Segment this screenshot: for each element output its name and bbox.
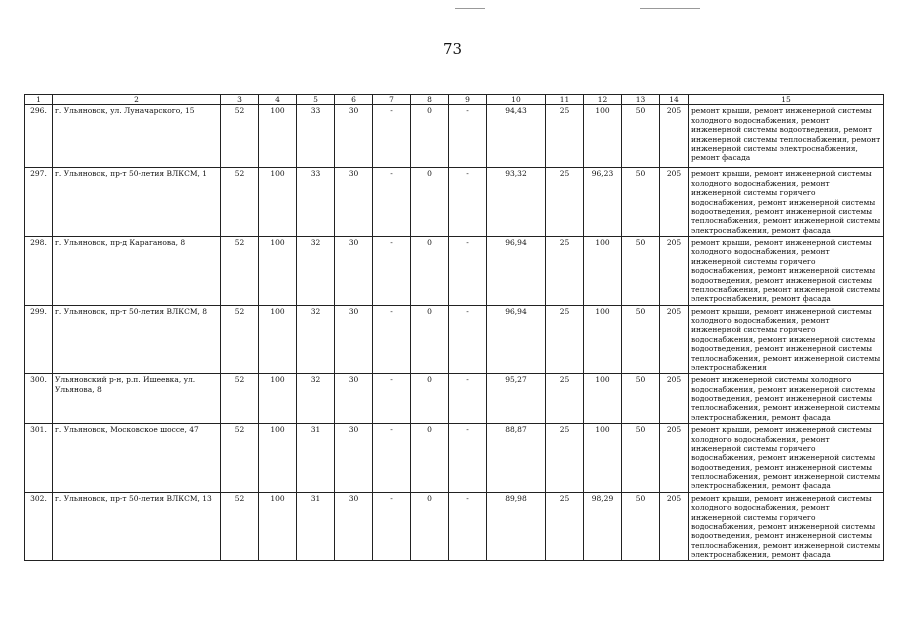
value-col-8: 0: [411, 305, 449, 374]
value-col-9: -: [449, 424, 487, 493]
value-col-5: 33: [297, 168, 335, 237]
value-col-8: 0: [411, 374, 449, 424]
value-col-9: -: [449, 374, 487, 424]
value-col-14: 205: [660, 492, 689, 561]
value-col-10: 94,43: [487, 105, 546, 168]
value-col-6: 30: [335, 168, 373, 237]
value-col-7: -: [373, 237, 411, 306]
value-col-11: 25: [546, 105, 584, 168]
value-col-14: 205: [660, 237, 689, 306]
value-col-13: 50: [622, 168, 660, 237]
value-col-3: 52: [221, 374, 259, 424]
table-row: [25, 374, 884, 424]
table-row: [25, 168, 884, 237]
value-col-10: 89,98: [487, 492, 546, 561]
value-col-8: 0: [411, 237, 449, 306]
column-number: 6: [335, 95, 373, 105]
column-number: 2: [53, 95, 221, 105]
value-col-5: 31: [297, 492, 335, 561]
value-col-7: -: [373, 424, 411, 493]
works-list-cell: ремонт крыши, ремонт инженерной системы холодного водоснабжения, ремонт инженерной системы горячего водоснабжения, ремонт инженерной системы водоотведения, ремонт инженерной системы теплоснабжения, ремонт инженерной системы электроснабжения, ремонт фасада: [689, 492, 884, 561]
address-cell: г. Ульяновск, пр-т 50-летия ВЛКСМ, 13: [53, 492, 221, 561]
value-col-5: 32: [297, 374, 335, 424]
address-cell: г. Ульяновск, Московское шоссе, 47: [53, 424, 221, 493]
value-col-10: 93,32: [487, 168, 546, 237]
value-col-4: 100: [259, 105, 297, 168]
value-col-9: -: [449, 168, 487, 237]
value-col-10: 96,94: [487, 305, 546, 374]
works-list-cell: ремонт крыши, ремонт инженерной системы холодного водоснабжения, ремонт инженерной системы горячего водоснабжения, ремонт инженерной системы водоотведения, ремонт инженерной системы теплоснабжения, ремонт инженерной системы электроснабжения, ремонт фасада: [689, 168, 884, 237]
value-col-7: -: [373, 305, 411, 374]
value-col-8: 0: [411, 105, 449, 168]
value-col-4: 100: [259, 305, 297, 374]
value-col-13: 50: [622, 374, 660, 424]
value-col-11: 25: [546, 237, 584, 306]
value-col-4: 100: [259, 374, 297, 424]
table-row: [25, 424, 884, 493]
works-list-cell: ремонт инженерной системы холодного водоснабжения, ремонт инженерной системы водоотведения, ремонт инженерной системы теплоснабжения, ремонт инженерной системы электроснабжения, ремонт фасада: [689, 374, 884, 424]
value-col-14: 205: [660, 305, 689, 374]
address-cell: Ульяновский р-н, р.п. Ишеевка, ул. Ульянова, 8: [53, 374, 221, 424]
value-col-12: 100: [584, 237, 622, 306]
value-col-14: 205: [660, 374, 689, 424]
value-col-4: 100: [259, 168, 297, 237]
value-col-14: 205: [660, 105, 689, 168]
value-col-12: 100: [584, 424, 622, 493]
value-col-7: -: [373, 492, 411, 561]
works-list-cell: ремонт крыши, ремонт инженерной системы холодного водоснабжения, ремонт инженерной системы водоотведения, ремонт инженерной системы теплоснабжения, ремонт инженерной системы электроснабжения, ремонт фасада: [689, 105, 884, 168]
capital-repair-table: [24, 94, 884, 561]
value-col-5: 31: [297, 424, 335, 493]
column-number: 1: [25, 95, 53, 105]
row-number: 301.: [25, 424, 53, 493]
column-number: 8: [411, 95, 449, 105]
value-col-10: 88,87: [487, 424, 546, 493]
row-number: 298.: [25, 237, 53, 306]
value-col-13: 50: [622, 492, 660, 561]
value-col-13: 50: [622, 424, 660, 493]
value-col-12: 96,23: [584, 168, 622, 237]
table-row: [25, 105, 884, 168]
value-col-6: 30: [335, 424, 373, 493]
column-number: 15: [689, 95, 884, 105]
value-col-6: 30: [335, 105, 373, 168]
value-col-7: -: [373, 168, 411, 237]
value-col-5: 32: [297, 237, 335, 306]
value-col-6: 30: [335, 374, 373, 424]
row-number: 302.: [25, 492, 53, 561]
value-col-6: 30: [335, 237, 373, 306]
table-row: [25, 305, 884, 374]
value-col-12: 100: [584, 105, 622, 168]
scan-mark-top-left: [455, 8, 485, 9]
value-col-4: 100: [259, 424, 297, 493]
value-col-8: 0: [411, 168, 449, 237]
value-col-5: 33: [297, 105, 335, 168]
column-number: 5: [297, 95, 335, 105]
value-col-12: 100: [584, 374, 622, 424]
column-number: 14: [660, 95, 689, 105]
value-col-8: 0: [411, 492, 449, 561]
value-col-14: 205: [660, 424, 689, 493]
value-col-12: 100: [584, 305, 622, 374]
value-col-3: 52: [221, 305, 259, 374]
column-number: 10: [487, 95, 546, 105]
value-col-7: -: [373, 374, 411, 424]
value-col-6: 30: [335, 492, 373, 561]
address-cell: г. Ульяновск, пр-т 50-летия ВЛКСМ, 8: [53, 305, 221, 374]
value-col-10: 95,27: [487, 374, 546, 424]
value-col-8: 0: [411, 424, 449, 493]
page-number: 73: [442, 40, 463, 58]
address-cell: г. Ульяновск, пр-д Караганова, 8: [53, 237, 221, 306]
value-col-9: -: [449, 305, 487, 374]
row-number: 299.: [25, 305, 53, 374]
address-cell: г. Ульяновск, ул. Луначарского, 15: [53, 105, 221, 168]
works-list-cell: ремонт крыши, ремонт инженерной системы холодного водоснабжения, ремонт инженерной системы горячего водоснабжения, ремонт инженерной системы водоотведения, ремонт инженерной системы теплоснабжения, ремонт инженерной системы электроснабжения: [689, 305, 884, 374]
value-col-4: 100: [259, 237, 297, 306]
table-row: [25, 492, 884, 561]
value-col-3: 52: [221, 105, 259, 168]
value-col-11: 25: [546, 168, 584, 237]
value-col-13: 50: [622, 237, 660, 306]
value-col-9: -: [449, 237, 487, 306]
column-number-row: [25, 95, 884, 105]
value-col-11: 25: [546, 424, 584, 493]
value-col-3: 52: [221, 424, 259, 493]
value-col-10: 96,94: [487, 237, 546, 306]
value-col-11: 25: [546, 374, 584, 424]
column-number: 12: [584, 95, 622, 105]
row-number: 297.: [25, 168, 53, 237]
row-number: 296.: [25, 105, 53, 168]
row-number: 300.: [25, 374, 53, 424]
value-col-4: 100: [259, 492, 297, 561]
works-list-cell: ремонт крыши, ремонт инженерной системы холодного водоснабжения, ремонт инженерной системы горячего водоснабжения, ремонт инженерной системы водоотведения, ремонт инженерной системы теплоснабжения, ремонт инженерной системы электроснабжения, ремонт фасада: [689, 424, 884, 493]
value-col-3: 52: [221, 492, 259, 561]
value-col-3: 52: [221, 237, 259, 306]
address-cell: г. Ульяновск, пр-т 50-летия ВЛКСМ, 1: [53, 168, 221, 237]
value-col-12: 98,29: [584, 492, 622, 561]
value-col-13: 50: [622, 305, 660, 374]
column-number: 7: [373, 95, 411, 105]
table-row: [25, 237, 884, 306]
value-col-5: 32: [297, 305, 335, 374]
value-col-9: -: [449, 492, 487, 561]
column-number: 3: [221, 95, 259, 105]
value-col-7: -: [373, 105, 411, 168]
value-col-14: 205: [660, 168, 689, 237]
column-number: 4: [259, 95, 297, 105]
column-number: 9: [449, 95, 487, 105]
value-col-6: 30: [335, 305, 373, 374]
value-col-11: 25: [546, 492, 584, 561]
column-number: 11: [546, 95, 584, 105]
scan-mark-top-right: [640, 8, 700, 9]
value-col-9: -: [449, 105, 487, 168]
column-number: 13: [622, 95, 660, 105]
works-list-cell: ремонт крыши, ремонт инженерной системы холодного водоснабжения, ремонт инженерной системы горячего водоснабжения, ремонт инженерной системы водоотведения, ремонт инженерной системы теплоснабжения, ремонт инженерной системы электроснабжения, ремонт фасада: [689, 237, 884, 306]
value-col-11: 25: [546, 305, 584, 374]
value-col-13: 50: [622, 105, 660, 168]
value-col-3: 52: [221, 168, 259, 237]
